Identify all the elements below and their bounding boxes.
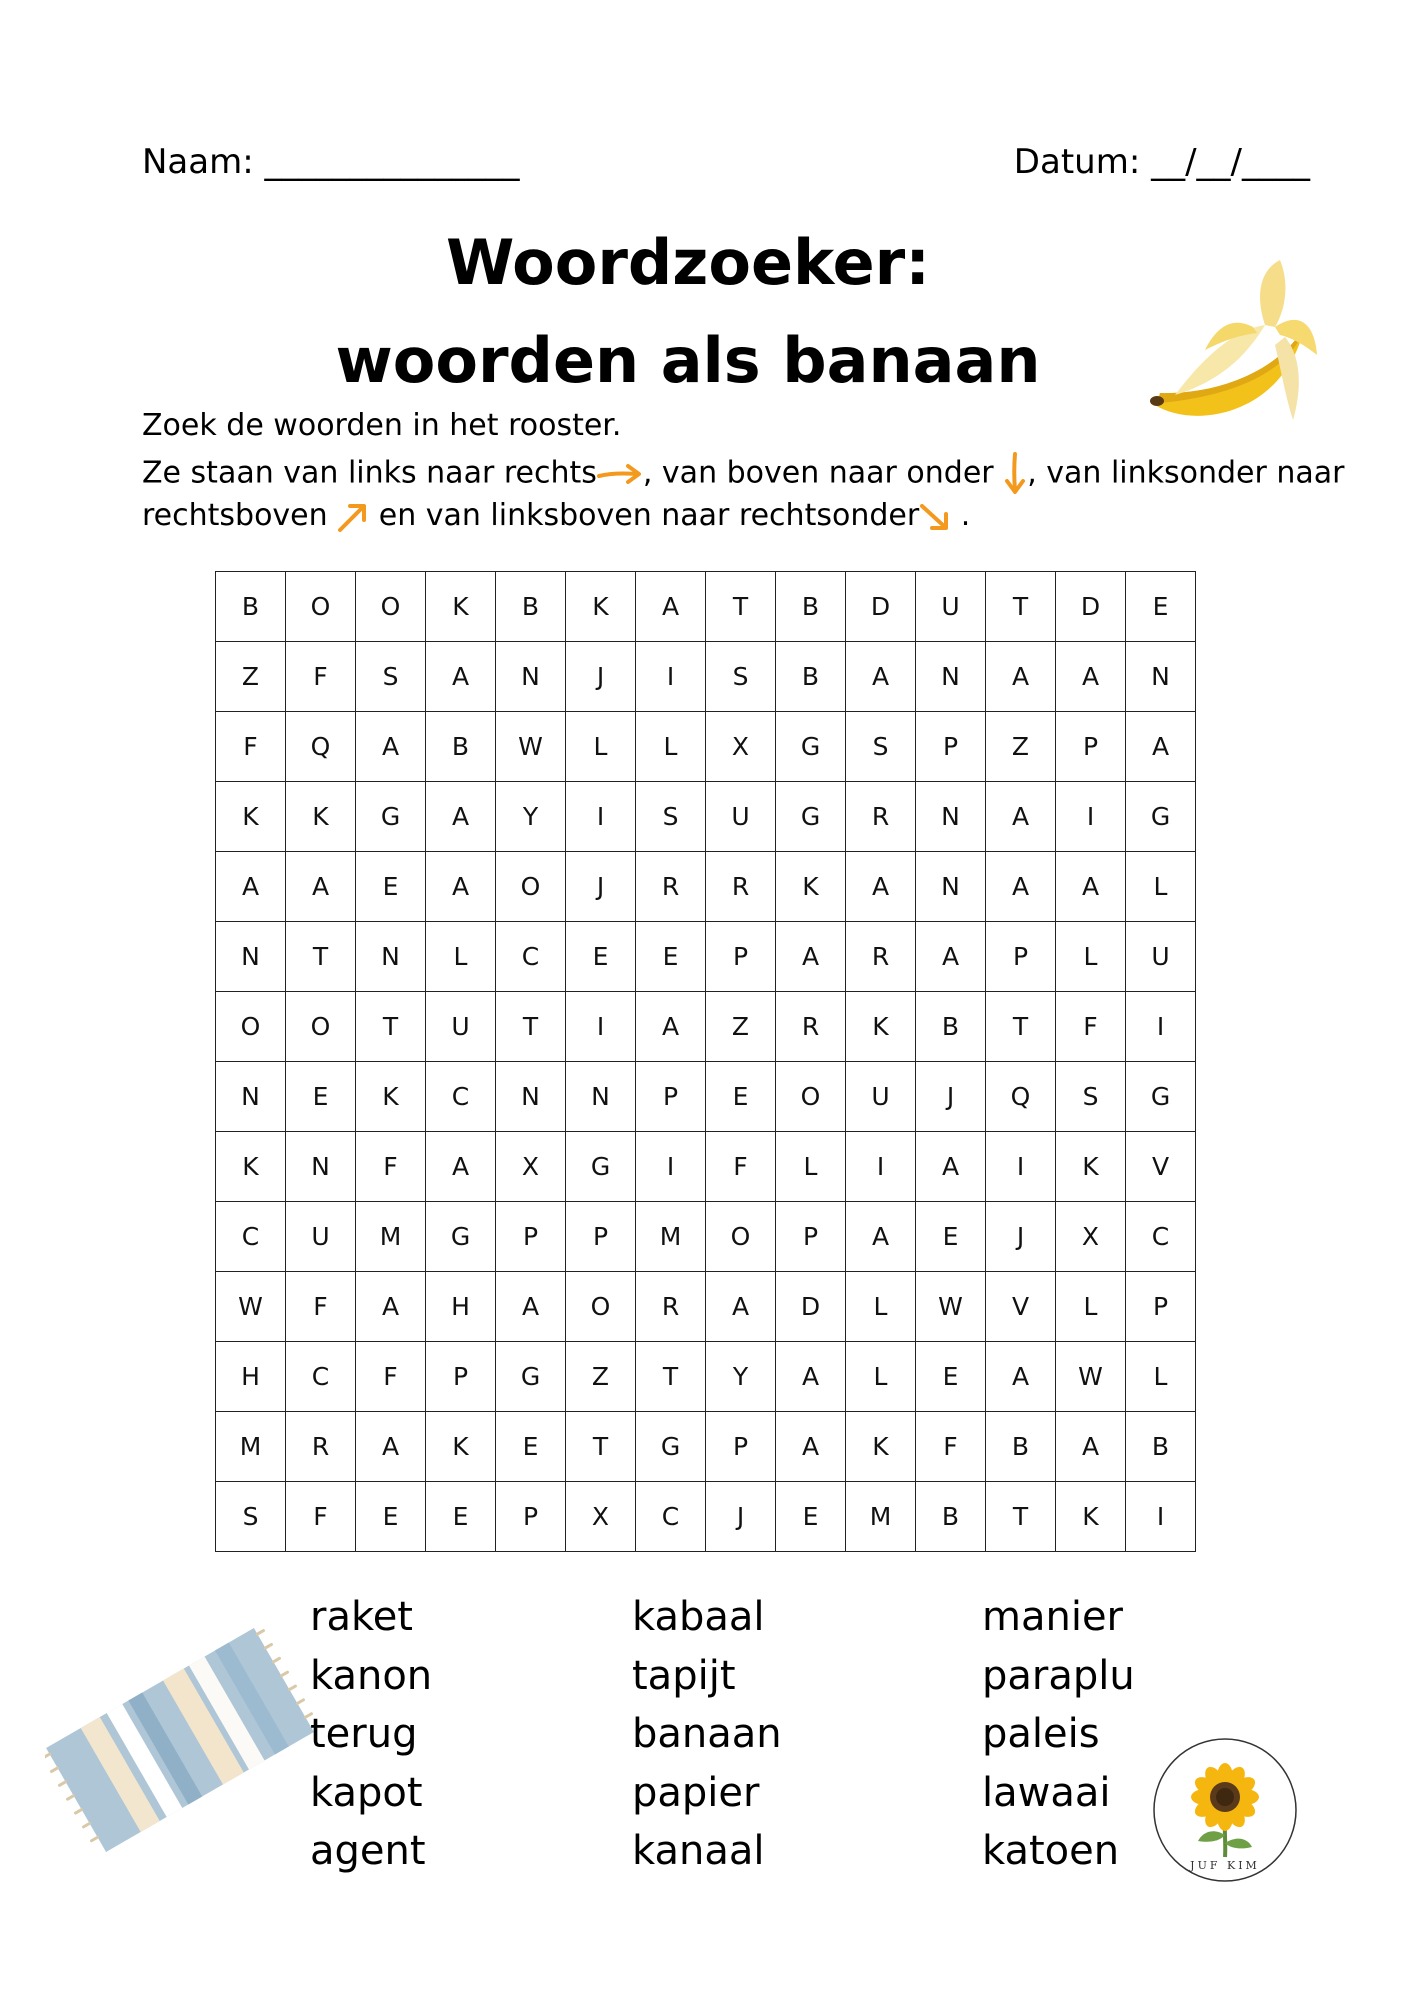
grid-cell[interactable]: L [1056,922,1126,992]
grid-row [216,1412,1196,1482]
grid-cell[interactable]: G [636,1412,706,1482]
grid-cell[interactable]: E [496,1412,566,1482]
grid-cell[interactable]: V [1126,1132,1196,1202]
grid-cell[interactable]: L [566,712,636,782]
word-item: kabaal [632,1594,765,1640]
grid-cell[interactable]: Z [706,992,776,1062]
grid-cell[interactable]: P [776,1202,846,1272]
grid-row [216,852,1196,922]
grid-cell[interactable]: F [916,1412,986,1482]
grid-cell[interactable]: S [636,782,706,852]
grid-cell[interactable]: Z [566,1342,636,1412]
grid-cell[interactable]: A [986,1342,1056,1412]
grid-cell[interactable]: W [916,1272,986,1342]
grid-cell[interactable]: N [356,922,426,992]
grid-cell[interactable]: T [356,992,426,1062]
grid-cell[interactable]: T [286,922,356,992]
grid-cell[interactable]: K [1056,1482,1126,1552]
grid-cell[interactable]: A [776,1412,846,1482]
grid-cell[interactable]: N [916,782,986,852]
grid-row [216,1482,1196,1552]
grid-cell[interactable]: K [1056,1132,1126,1202]
grid-cell[interactable]: A [356,1272,426,1342]
grid-cell[interactable]: B [916,1482,986,1552]
grid-cell[interactable]: F [1056,992,1126,1062]
grid-cell[interactable]: P [916,712,986,782]
grid-cell[interactable]: S [706,642,776,712]
grid-cell[interactable]: E [916,1342,986,1412]
logo [1150,1735,1300,1885]
grid-cell[interactable]: K [426,1412,496,1482]
grid-cell[interactable]: P [496,1482,566,1552]
grid-cell[interactable]: R [636,852,706,922]
grid-cell[interactable]: L [426,922,496,992]
instruction-line-1: Zoek de woorden in het rooster. [142,408,622,443]
grid-cell[interactable]: A [846,642,916,712]
grid-cell[interactable]: J [706,1482,776,1552]
grid-cell[interactable]: A [706,1272,776,1342]
grid-cell[interactable]: O [286,992,356,1062]
grid-row [216,782,1196,852]
grid-cell[interactable]: I [636,1132,706,1202]
grid-cell[interactable]: S [1056,1062,1126,1132]
grid-cell[interactable]: T [986,572,1056,642]
grid-cell[interactable]: P [706,922,776,992]
grid-cell[interactable]: A [776,922,846,992]
grid-cell[interactable]: A [636,572,706,642]
grid-cell[interactable]: E [426,1482,496,1552]
grid-cell[interactable]: E [636,922,706,992]
grid-cell[interactable]: A [356,1412,426,1482]
grid-cell[interactable]: P [566,1202,636,1272]
grid-cell[interactable]: J [916,1062,986,1132]
grid-cell[interactable]: A [1056,642,1126,712]
grid-cell[interactable]: A [426,782,496,852]
grid-cell[interactable]: I [1126,992,1196,1062]
banana-icon [1135,255,1325,430]
arrow-right-icon [597,462,643,486]
grid-cell[interactable]: R [846,782,916,852]
word-list-column-3 [982,1588,1135,1881]
grid-row [216,642,1196,712]
grid-cell[interactable]: P [706,1412,776,1482]
grid-cell[interactable]: K [566,572,636,642]
grid-cell[interactable]: S [216,1482,286,1552]
arrow-down-icon [1003,452,1027,496]
instruction-line-3 [142,498,970,533]
grid-cell[interactable]: G [776,782,846,852]
grid-cell[interactable]: P [1126,1272,1196,1342]
grid-cell[interactable]: A [426,1132,496,1202]
grid-cell[interactable]: E [356,852,426,922]
grid-cell[interactable]: O [566,1272,636,1342]
grid-cell[interactable]: L [1126,852,1196,922]
grid-cell[interactable]: H [216,1342,286,1412]
page-title: Woordzoeker: [445,226,931,299]
grid-cell[interactable]: O [776,1062,846,1132]
grid-cell[interactable]: X [706,712,776,782]
grid-cell[interactable]: A [426,642,496,712]
date-label: Datum: __/__/____ [1013,142,1310,182]
grid-cell[interactable]: T [986,992,1056,1062]
word-item: terug [310,1711,418,1757]
grid-cell[interactable]: M [846,1482,916,1552]
word-item: tapijt [632,1652,736,1699]
grid-cell[interactable]: R [776,992,846,1062]
grid-cell[interactable]: K [846,992,916,1062]
grid-cell[interactable]: E [1126,572,1196,642]
grid-cell[interactable]: F [356,1132,426,1202]
grid-cell[interactable]: V [986,1272,1056,1342]
grid-cell[interactable]: C [426,1062,496,1132]
grid-cell[interactable]: B [986,1412,1056,1482]
grid-cell[interactable]: O [216,992,286,1062]
grid-cell[interactable]: G [356,782,426,852]
grid-cell[interactable]: A [986,852,1056,922]
grid-cell[interactable]: S [356,642,426,712]
grid-cell[interactable]: H [426,1272,496,1342]
grid-cell[interactable]: B [776,642,846,712]
grid-cell[interactable]: J [986,1202,1056,1272]
grid-cell[interactable]: K [286,782,356,852]
grid-cell[interactable]: Z [216,642,286,712]
grid-cell[interactable]: N [566,1062,636,1132]
word-item: agent [310,1828,426,1874]
word-item: paraplu [982,1652,1135,1699]
grid-cell[interactable]: A [356,712,426,782]
instruction-text: , van linksonder naar [1027,455,1345,491]
grid-row [216,1342,1196,1412]
grid-cell[interactable]: A [916,1132,986,1202]
grid-cell[interactable]: Y [496,782,566,852]
grid-cell[interactable]: F [286,642,356,712]
grid-cell[interactable]: M [356,1202,426,1272]
instruction-line-2 [142,452,1345,496]
grid-row [216,1202,1196,1272]
grid-cell[interactable]: F [216,712,286,782]
grid-cell[interactable]: A [216,852,286,922]
grid-cell[interactable]: B [916,992,986,1062]
grid-cell[interactable]: Z [986,712,1056,782]
grid-cell[interactable]: A [496,1272,566,1342]
grid-cell[interactable]: A [1056,1412,1126,1482]
grid-cell[interactable]: R [286,1412,356,1482]
grid-cell[interactable]: P [1056,712,1126,782]
grid-cell[interactable]: K [216,782,286,852]
word-list-column-2 [632,1588,782,1881]
grid-cell[interactable]: K [846,1412,916,1482]
logo-text: JUF KIM [1190,1859,1260,1872]
grid-cell[interactable]: N [916,852,986,922]
grid-cell[interactable]: W [216,1272,286,1342]
word-list-column-1 [310,1588,432,1881]
word-item: katoen [982,1828,1120,1874]
grid-cell[interactable]: T [496,992,566,1062]
word-item: kanaal [632,1828,765,1874]
grid-cell[interactable]: G [426,1202,496,1272]
grid-cell[interactable]: G [1126,1062,1196,1132]
grid-cell[interactable]: P [986,922,1056,992]
grid-cell[interactable]: U [1126,922,1196,992]
grid-cell[interactable]: G [566,1132,636,1202]
grid-row [216,1062,1196,1132]
instruction-text: , van boven naar onder [642,455,994,491]
grid-cell[interactable]: C [496,922,566,992]
grid-cell[interactable]: O [286,572,356,642]
grid-row [216,1272,1196,1342]
grid-cell[interactable]: O [706,1202,776,1272]
grid-cell[interactable]: K [426,572,496,642]
grid-cell[interactable]: Q [986,1062,1056,1132]
grid-cell[interactable]: C [636,1482,706,1552]
grid-cell[interactable]: K [216,1132,286,1202]
word-item: lawaai [982,1769,1111,1816]
grid-cell[interactable]: F [356,1342,426,1412]
grid-cell[interactable]: K [776,852,846,922]
grid-cell[interactable]: P [426,1342,496,1412]
grid-cell[interactable]: A [636,992,706,1062]
grid-cell[interactable]: E [356,1482,426,1552]
grid-cell[interactable]: M [636,1202,706,1272]
grid-cell[interactable]: N [286,1132,356,1202]
grid-cell[interactable]: I [566,782,636,852]
word-item: manier [982,1594,1123,1640]
grid-cell[interactable]: W [1056,1342,1126,1412]
grid-cell[interactable]: E [776,1482,846,1552]
grid-cell[interactable]: B [426,712,496,782]
grid-cell[interactable]: A [1126,712,1196,782]
grid-cell[interactable]: A [846,1202,916,1272]
grid-cell[interactable]: E [916,1202,986,1272]
grid-cell[interactable]: A [916,922,986,992]
grid-cell[interactable]: N [496,642,566,712]
grid-cell[interactable]: L [1056,1272,1126,1342]
grid-cell[interactable]: I [846,1132,916,1202]
grid-cell[interactable]: U [426,992,496,1062]
grid-cell[interactable]: R [636,1272,706,1342]
grid-cell[interactable]: A [986,642,1056,712]
grid-cell[interactable]: U [846,1062,916,1132]
page-subtitle: woorden als banaan [335,324,1041,397]
grid-row [216,712,1196,782]
instruction-text: rechtsboven [142,498,328,533]
grid-cell[interactable]: B [1126,1412,1196,1482]
grid-cell[interactable]: C [1126,1202,1196,1272]
grid-cell[interactable]: A [1056,852,1126,922]
word-item: banaan [632,1711,782,1757]
word-search-grid [215,571,1196,1552]
grid-cell[interactable]: G [776,712,846,782]
grid-cell[interactable]: I [1126,1482,1196,1552]
grid-cell[interactable]: E [566,922,636,992]
grid-cell[interactable]: K [356,1062,426,1132]
grid-cell[interactable]: I [1056,782,1126,852]
grid-cell[interactable]: N [216,922,286,992]
grid-cell[interactable]: L [776,1132,846,1202]
grid-cell[interactable]: X [1056,1202,1126,1272]
grid-cell[interactable]: X [566,1482,636,1552]
grid-cell[interactable]: A [776,1342,846,1412]
grid-row [216,572,1196,642]
grid-cell[interactable]: J [566,642,636,712]
grid-cell[interactable]: U [286,1202,356,1272]
grid-cell[interactable]: X [496,1132,566,1202]
grid-cell[interactable]: L [1126,1342,1196,1412]
grid-cell[interactable]: F [286,1482,356,1552]
grid-cell[interactable]: Q [286,712,356,782]
word-item: kanon [310,1652,433,1699]
grid-cell[interactable]: O [496,852,566,922]
grid-cell[interactable]: C [286,1342,356,1412]
grid-cell[interactable]: I [986,1132,1056,1202]
grid-cell[interactable]: N [496,1062,566,1132]
grid-cell[interactable]: C [216,1202,286,1272]
word-item: raket [310,1594,413,1640]
grid-cell[interactable]: L [846,1272,916,1342]
grid-cell[interactable]: O [356,572,426,642]
grid-cell[interactable]: U [916,572,986,642]
grid-cell[interactable]: E [706,1062,776,1132]
grid-cell[interactable]: R [846,922,916,992]
grid-cell[interactable]: N [1126,642,1196,712]
instruction-text: en van linksboven naar rechtsonder [369,498,920,533]
grid-cell[interactable]: N [216,1062,286,1132]
grid-cell[interactable]: A [986,782,1056,852]
grid-cell[interactable]: B [776,572,846,642]
grid-cell[interactable]: P [636,1062,706,1132]
grid-cell[interactable]: A [426,852,496,922]
grid-cell[interactable]: I [636,642,706,712]
grid-cell[interactable]: T [986,1482,1056,1552]
grid-row [216,922,1196,992]
grid-cell[interactable]: D [1056,572,1126,642]
grid-row [216,1132,1196,1202]
instruction-text: . [951,498,971,533]
grid-cell[interactable]: E [286,1062,356,1132]
grid-cell[interactable]: T [706,572,776,642]
grid-cell[interactable]: M [216,1412,286,1482]
word-item: paleis [982,1711,1100,1757]
grid-cell[interactable]: D [776,1272,846,1342]
grid-cell[interactable]: D [846,572,916,642]
grid-cell[interactable]: N [916,642,986,712]
grid-cell[interactable]: G [1126,782,1196,852]
grid-cell[interactable]: F [286,1272,356,1342]
grid-cell[interactable]: A [846,852,916,922]
grid-cell[interactable]: F [706,1132,776,1202]
grid-cell[interactable]: L [636,712,706,782]
name-label: Naam: _______________ [142,142,520,182]
arrow-down-right-icon [919,501,951,533]
grid-cell[interactable]: T [636,1342,706,1412]
grid-cell[interactable]: U [706,782,776,852]
grid-cell[interactable]: B [496,572,566,642]
grid-cell[interactable]: T [566,1412,636,1482]
grid-cell[interactable]: Y [706,1342,776,1412]
grid-cell[interactable]: W [496,712,566,782]
grid-cell[interactable]: I [566,992,636,1062]
instruction-text: Ze staan van links naar rechts [142,455,597,491]
word-item: kapot [310,1769,423,1816]
grid-cell[interactable]: B [216,572,286,642]
grid-cell[interactable]: R [706,852,776,922]
grid-cell[interactable]: G [496,1342,566,1412]
rug-icon [45,1625,315,1855]
grid-cell[interactable]: S [846,712,916,782]
grid-cell[interactable]: P [496,1202,566,1272]
grid-cell[interactable]: J [566,852,636,922]
grid-cell[interactable]: L [846,1342,916,1412]
grid-cell[interactable]: A [286,852,356,922]
word-item: papier [632,1769,760,1816]
arrow-up-right-icon [337,501,369,533]
grid-row [216,992,1196,1062]
